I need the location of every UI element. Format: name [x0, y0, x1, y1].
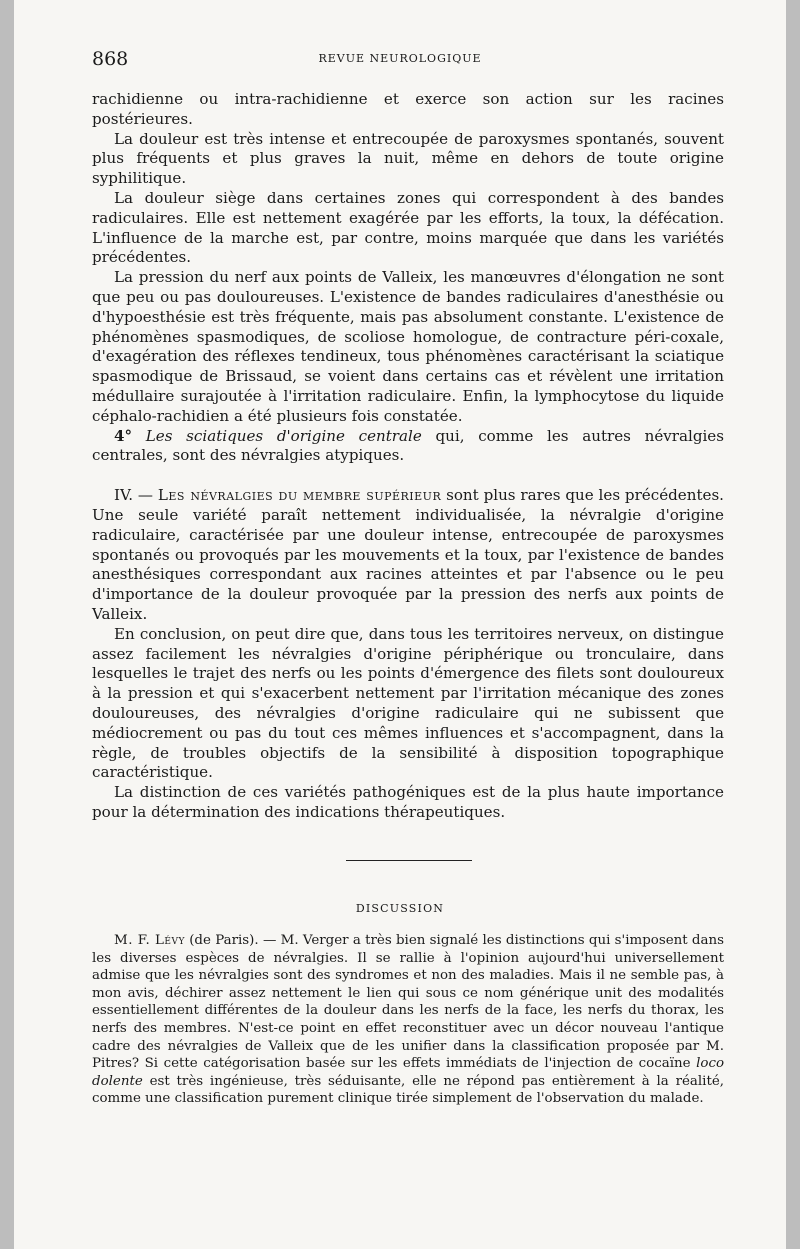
speaker-place: (de Paris). —: [184, 933, 281, 948]
section-number: IV. —: [114, 486, 158, 505]
paragraph-5-text: qui, comme les autres névralgies centrales, sont des névralgies atypiques.: [92, 426, 724, 465]
section-heading: Les névralgies du membre supérieur: [157, 486, 442, 505]
section-iv-paragraph: [92, 486, 724, 625]
final-paragraph: La distinction de ces variétés pathogéniques est de la plus haute importance pour la détermination des indications thérapeutiques.: [92, 783, 724, 821]
running-title: REVUE NEUROLOGIQUE: [318, 52, 482, 65]
discussion-text-b: est très ingénieuse, très séduisante, elle ne répond pas entièrement à la réalité, comme une classification purement clinique tirée simplement de l'observation du malade.: [92, 1073, 724, 1107]
subsection-title: Les sciatiques d'origine centrale: [145, 426, 422, 445]
latin-phrase: loco dolente: [92, 1056, 724, 1089]
paragraph-5: [92, 427, 724, 467]
discussion-paragraph: [92, 932, 724, 1108]
paragraph-3: La douleur siège dans certaines zones qui correspondent à des bandes radiculaires. Elle est nettement exagérée par les efforts, la toux, la défécation. L'influence de la marche est, par contre, moins marquée que dans les variétés précédentes.: [92, 188, 724, 267]
paragraph-1: rachidienne ou intra-rachidienne et exerce son action sur les racines postérieures.: [92, 90, 724, 128]
list-number: 4°: [114, 426, 133, 445]
conclusion-paragraph: En conclusion, on peut dire que, dans tous les territoires nerveux, on distingue assez facilement les névralgies d'origine périphérique ou tronculaire, dans lesquelles le trajet des nerfs ou les points d'émergence des filets sont douloureux à la pression et qui s'exacerbent nettement par l'irritation mécanique des zones douloureuses, des névralgies d'origine radiculaire qui ne subissent que médiocrement ou pas du tout ces mêmes influences et s'accompagnent, dans la règle, de troubles objectifs de la sensibilité à disposition topographique caractéristique.: [92, 624, 724, 782]
discussion-text: [92, 932, 724, 1108]
main-text: [92, 90, 724, 823]
paragraph-4: La pression du nerf aux points de Valleix, les manœuvres d'élongation ne sont que peu ou pas douloureuses. L'existence de bandes radiculaires d'anesthésie ou d'hypoesthésie est très fréquente, mais pas absolument constante. L'existence de phénomènes spasmodiques, de scoliose homologue, de contracture péri-coxale, d'exagération des réflexes tendineux, tous phénomènes caractérisant la sciatique spasmodique de Brissaud, se voient dans certains cas et révèlent une irritation médullaire surajoutée à l'irritation radiculaire. Enfin, la lymphocytose du liquide céphalo-rachidien a été plusieurs fois constatée.: [92, 268, 724, 425]
speaker-name: M. F. Lévy: [114, 933, 185, 948]
discussion-text-a: M. Verger a très bien signalé les distinctions qui s'imposent dans les diverses espèces de névralgies. Il se rallie à l'opinion aujourd'hui universellement admise que les névralgies sont des syndromes et non des maladies. Mais il ne semble pas, à mon avis, déchirer assez nettement le lien qui sous ce nom générique unit des modalités essentiellement différentes de la douleur dans les nerfs de la face, les nerfs du thorax, les nerfs des membres. N'est-ce point en effet reconstituer avec un décor nouveau l'antique cadre des névralgies de Valleix que de les unifier dans la classification proposée par M. Pitres? Si cette catégorisation basée sur les effets immédiats de l'injection de cocaïne: [92, 933, 724, 1072]
section-iv-text: sont plus rares que les précédentes. Une seule variété paraît nettement individualisée, la névralgie d'origine radiculaire, caractérisée par une douleur intense, entrecoupée de paroxysmes spontanés ou provoqués par les mouvements et la toux, par l'existence de bandes anesthésiques correspondant aux racines atteintes et par l'absence ou le peu d'importance de la douleur provoquée par la pression des nerfs aux points de Valleix.: [92, 486, 724, 623]
paragraph-2: La douleur est très intense et entrecoupée de paroxysmes spontanés, souvent plus fréquents et plus graves la nuit, même en dehors de toute origine syphilitique.: [92, 129, 724, 188]
section-divider: [346, 860, 472, 861]
discussion-title: DISCUSSION: [355, 902, 445, 915]
page-header: [92, 48, 708, 72]
page-number: 868: [92, 48, 129, 70]
